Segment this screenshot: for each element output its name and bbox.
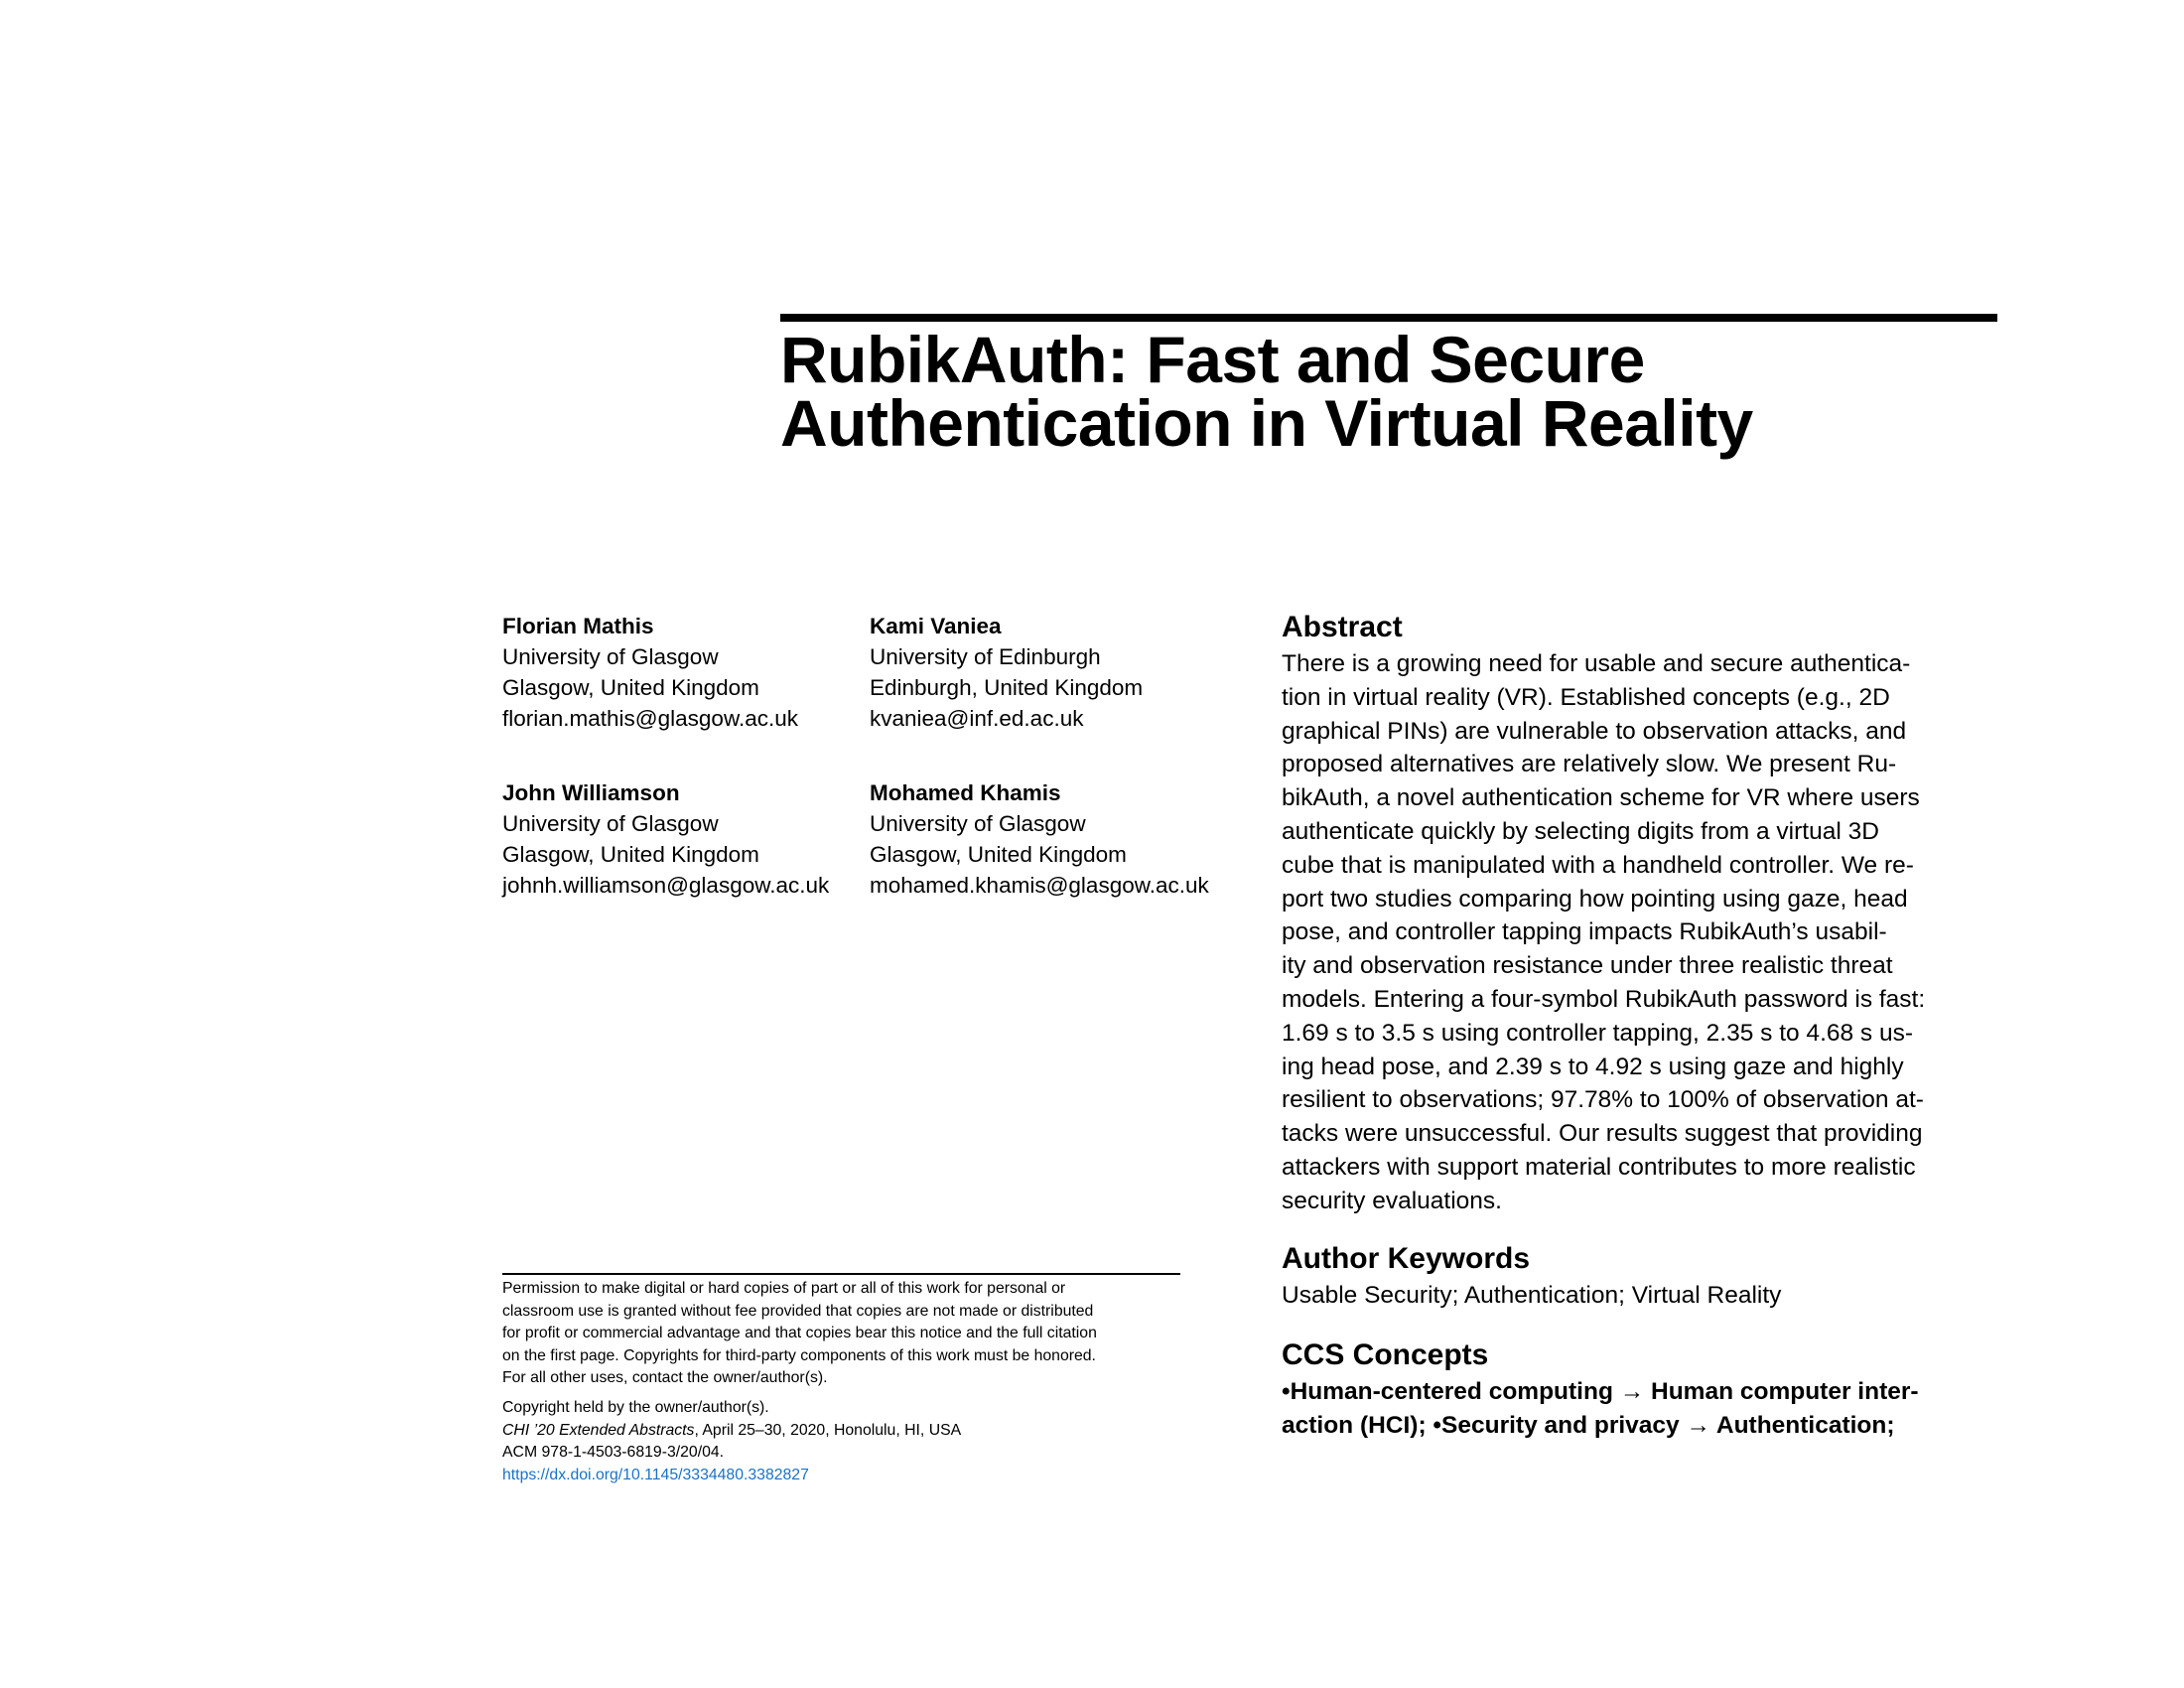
- author-affiliation: University of Glasgow: [502, 811, 719, 836]
- abstract-line: port two studies comparing how pointing using gaze, head: [1282, 885, 1908, 913]
- copyright-line: Copyright held by the owner/author(s).: [502, 1399, 769, 1416]
- author-location: Glasgow, United Kingdom: [502, 842, 759, 867]
- abstract-line: resilient to observations; 97.78% to 100% of observation at-: [1282, 1086, 1924, 1114]
- abstract-line: authenticate quickly by selecting digits from a virtual 3D: [1282, 817, 1879, 845]
- author-email[interactable]: mohamed.khamis@glasgow.ac.uk: [870, 873, 1209, 898]
- isbn-line: ACM 978-1-4503-6819-3/20/04.: [502, 1444, 725, 1461]
- author-block: [502, 611, 798, 734]
- abstract-heading: Abstract: [1282, 611, 1403, 643]
- author-block: [502, 777, 829, 901]
- permission-line: on the first page. Copyrights for third-party components of this work must be honored.: [502, 1346, 1096, 1364]
- permission-line: for profit or commercial advantage and that copies bear this notice and the full citation: [502, 1325, 1097, 1341]
- permission-line: classroom use is granted without fee provided that copies are not made or distributed: [502, 1302, 1094, 1320]
- ccs-line: •Human-centered computing → Human computer inter-: [1282, 1378, 1919, 1405]
- author-location: Glasgow, United Kingdom: [502, 675, 759, 700]
- title-line-2: Authentication in Virtual Reality: [780, 386, 1753, 460]
- venue-name: CHI ’20 Extended Abstracts: [502, 1421, 695, 1439]
- footnote-rule: [502, 1273, 1180, 1275]
- copyright-block: [502, 1397, 961, 1486]
- author-affiliation: University of Edinburgh: [870, 644, 1101, 669]
- permission-line: For all other uses, contact the owner/author(s).: [502, 1369, 828, 1386]
- permission-notice: [502, 1278, 1097, 1390]
- ccs-line: action (HCI); •Security and privacy → Authentication;: [1282, 1411, 1895, 1439]
- abstract-line: attackers with support material contributes to more realistic: [1282, 1153, 1916, 1181]
- ccs-text: [1282, 1375, 1996, 1443]
- permission-line: Permission to make digital or hard copies of part or all of this work for personal or: [502, 1280, 1066, 1297]
- keywords-line: Usable Security; Authentication; Virtual Reality: [1282, 1282, 1782, 1309]
- abstract-line: security evaluations.: [1282, 1187, 1502, 1214]
- paper-title: [780, 323, 2071, 460]
- abstract-line: tion in virtual reality (VR). Established concepts (e.g., 2D: [1282, 683, 1890, 711]
- author-email[interactable]: kvaniea@inf.ed.ac.uk: [870, 706, 1084, 731]
- abstract-line: proposed alternatives are relatively slow. We present Ru-: [1282, 751, 1897, 778]
- abstract-line: models. Entering a four-symbol RubikAuth password is fast:: [1282, 985, 1926, 1013]
- abstract-line: graphical PINs) are vulnerable to observation attacks, and: [1282, 717, 1907, 745]
- abstract-line: ing head pose, and 2.39 s to 4.92 s using gaze and highly: [1282, 1053, 1904, 1080]
- keywords-heading: Author Keywords: [1282, 1242, 1531, 1275]
- author-email[interactable]: florian.mathis@glasgow.ac.uk: [502, 706, 798, 731]
- title-line-1: RubikAuth: Fast and Secure: [780, 323, 1645, 396]
- venue-line: [502, 1420, 961, 1443]
- abstract-line: pose, and controller tapping impacts RubikAuth’s usabil-: [1282, 918, 1887, 946]
- author-location: Glasgow, United Kingdom: [870, 842, 1127, 867]
- venue-details: , April 25–30, 2020, Honolulu, HI, USA: [694, 1421, 962, 1439]
- author-affiliation: University of Glasgow: [870, 811, 1086, 836]
- author-name: Florian Mathis: [502, 614, 654, 638]
- abstract-line: cube that is manipulated with a handheld controller. We re-: [1282, 851, 1914, 879]
- abstract-body: [1282, 647, 1996, 1218]
- author-location: Edinburgh, United Kingdom: [870, 675, 1144, 700]
- keywords-text: [1282, 1279, 1996, 1313]
- author-block: [870, 777, 1209, 901]
- author-block: [870, 611, 1143, 734]
- author-name: Mohamed Khamis: [870, 780, 1061, 805]
- abstract-line: ity and observation resistance under three realistic threat: [1282, 952, 1893, 980]
- abstract-line: tacks were unsuccessful. Our results suggest that providing: [1282, 1120, 1923, 1148]
- abstract-line: bikAuth, a novel authentication scheme for VR where users: [1282, 784, 1920, 812]
- author-email[interactable]: johnh.williamson@glasgow.ac.uk: [502, 873, 830, 898]
- doi-link[interactable]: https://dx.doi.org/10.1145/3334480.3382827: [502, 1466, 809, 1483]
- ccs-heading: CCS Concepts: [1282, 1338, 1489, 1371]
- abstract-line: There is a growing need for usable and secure authentica-: [1282, 650, 1911, 677]
- abstract-line: 1.69 s to 3.5 s using controller tapping, 2.35 s to 4.68 s us-: [1282, 1019, 1914, 1047]
- author-name: John Williamson: [502, 780, 680, 805]
- author-name: Kami Vaniea: [870, 614, 1002, 638]
- title-rule: [780, 314, 1997, 322]
- author-affiliation: University of Glasgow: [502, 644, 719, 669]
